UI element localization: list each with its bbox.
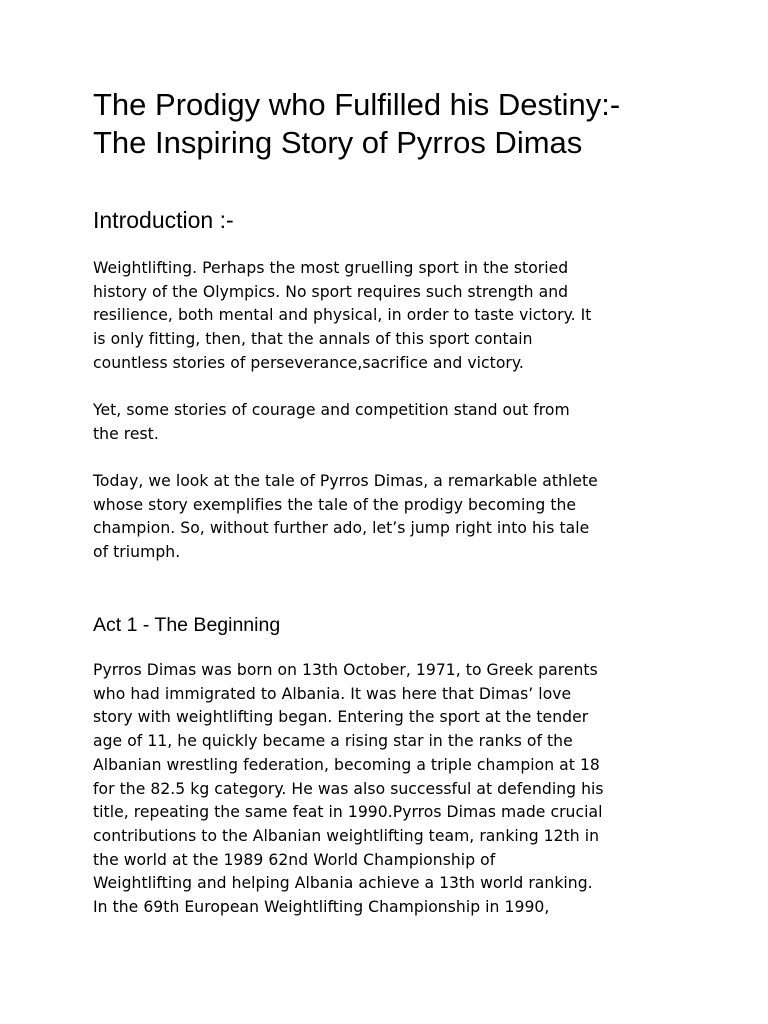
intro-paragraph xyxy=(93,257,591,376)
text-line: of triumph. xyxy=(93,543,181,562)
text-line: In the 69th European Weightlifting Championship in 1990, xyxy=(93,898,550,917)
text-line: age of 11, he quickly became a rising star in the ranks of the xyxy=(93,732,573,751)
text-line: Today, we look at the tale of Pyrros Dimas, a remarkable athlete xyxy=(93,472,598,490)
text-line: resilience, both mental and physical, in order to taste victory. It xyxy=(93,306,592,325)
intro-paragraph xyxy=(93,399,570,446)
text-line: is only fitting, then, that the annals of this sport contain xyxy=(93,330,533,349)
text-line: contributions to the Albanian weightlifting team, ranking 12th in xyxy=(93,826,600,845)
text-line: the rest. xyxy=(93,424,159,443)
text-line: Albanian wrestling federation, becoming a triple champion at 18 xyxy=(93,755,600,774)
text-line: the world at the 1989 62nd World Championship of xyxy=(93,850,496,869)
text-line: Yet, some stories of courage and competition stand out from xyxy=(93,401,570,419)
text-line: title, repeating the same feat in 1990.Pyrros Dimas made crucial xyxy=(93,803,603,822)
text-line: Weightlifting and helping Albania achieve a 13th world ranking. xyxy=(93,874,593,893)
introduction-heading: Introduction :- xyxy=(93,207,234,233)
text-line: who had immigrated to Albania. It was here that Dimas’ love xyxy=(93,684,572,703)
text-line: Weightlifting. Perhaps the most gruelling sport in the storied xyxy=(93,259,569,277)
document-title xyxy=(93,86,693,162)
intro-paragraph xyxy=(93,470,598,565)
text-line: history of the Olympics. No sport requires such strength and xyxy=(93,282,569,301)
document-title-line: The Inspiring Story of Pyrros Dimas xyxy=(93,125,583,160)
text-line: Pyrros Dimas was born on 13th October, 1971, to Greek parents xyxy=(93,661,598,679)
text-line: whose story exemplifies the tale of the prodigy becoming the xyxy=(93,495,577,514)
act1-heading: Act 1 - The Beginning xyxy=(93,614,281,636)
document-title-line: The Prodigy who Fulfilled his Destiny:- xyxy=(93,87,621,122)
text-line: countless stories of perseverance,sacrifice and victory. xyxy=(93,353,524,372)
text-line: for the 82.5 kg category. He was also successful at defending his xyxy=(93,779,604,798)
text-line: story with weightlifting began. Entering the sport at the tender xyxy=(93,708,589,727)
text-line: champion. So, without further ado, let’s jump right into his tale xyxy=(93,519,590,538)
act1-paragraph xyxy=(93,659,604,920)
